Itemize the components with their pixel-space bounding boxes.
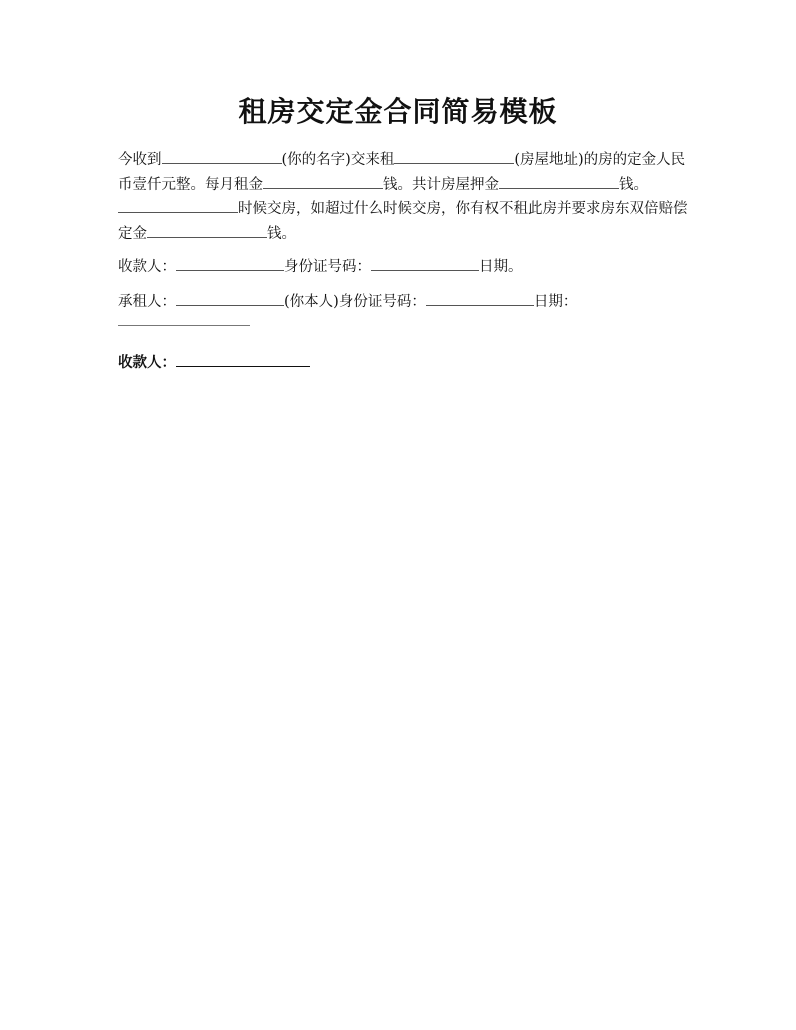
tenant-date-label: 日期： bbox=[533, 294, 578, 310]
deposit-total-blank bbox=[499, 174, 619, 189]
deposit-paragraph bbox=[118, 148, 698, 246]
tenant-name-blank bbox=[176, 291, 284, 306]
payee-line bbox=[118, 255, 698, 280]
payer-name-blank bbox=[162, 149, 282, 164]
tenant-date-blank bbox=[118, 315, 250, 326]
text-segment: (你的名字)交来租 bbox=[281, 152, 395, 168]
tenant-id-blank bbox=[426, 291, 534, 306]
text-segment: 钱。共计房屋押金 bbox=[383, 176, 499, 193]
double-compensation-blank bbox=[147, 223, 267, 238]
text-segment: 钱。 bbox=[619, 176, 648, 193]
signer-line bbox=[118, 352, 310, 374]
house-address-blank bbox=[394, 149, 514, 164]
monthly-rent-blank bbox=[263, 174, 383, 189]
payee-label: 收款人： bbox=[118, 259, 176, 275]
text-segment: 时候交房，如超过什么时候交房，你有权不租此房并要求房东双倍赔偿定金 bbox=[118, 201, 688, 242]
document-title: 租房交定金合同简易模板 bbox=[238, 95, 558, 128]
tenant-id-label: (你本人)身份证号码： bbox=[284, 294, 426, 310]
move-in-date-blank bbox=[118, 198, 238, 213]
id-number-label: 身份证号码： bbox=[284, 259, 371, 275]
payee-name-blank bbox=[176, 256, 284, 271]
text-segment: (房屋地址)的房的定金人民币壹仟元整。每月租金 bbox=[118, 152, 686, 193]
tenant-line bbox=[118, 290, 698, 326]
text-segment: 钱。 bbox=[267, 225, 296, 242]
text-segment: 今收到 bbox=[118, 152, 162, 168]
date-label: 日期。 bbox=[479, 259, 523, 275]
payee-id-blank bbox=[371, 256, 479, 271]
signer-label: 收款人： bbox=[118, 354, 176, 371]
signer-signature-blank bbox=[176, 352, 310, 367]
tenant-label: 承租人： bbox=[118, 294, 176, 310]
